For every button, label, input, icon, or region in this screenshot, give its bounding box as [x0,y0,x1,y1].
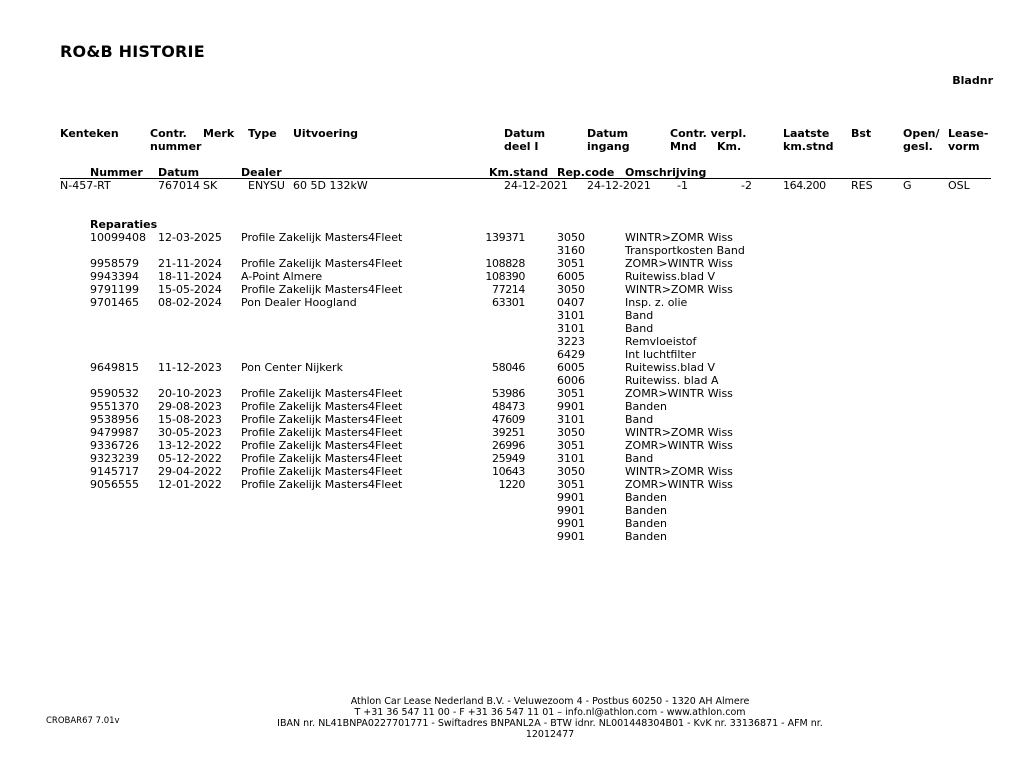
repair-nummer: 9551370 [90,400,139,413]
vehicle-laatste-km: 164.200 [783,179,826,192]
repair-nummer: 9701465 [90,296,139,309]
repair-datum: 21-11-2024 [158,257,222,270]
repair-km: 47609 [492,413,525,426]
repair-km: 58046 [492,361,525,374]
vehicle-lease-vorm: OSL [948,179,970,192]
col-mnd: Mnd [670,140,697,153]
vehicle-mnd: -1 [677,179,688,192]
repair-omschrijving: Ruitewiss.blad V [625,361,716,374]
repair-code: 3051 [557,387,585,400]
col2-rep-code: Rep.code [557,166,615,179]
repair-nummer: 9538956 [90,413,139,426]
repair-code: 3101 [557,413,585,426]
vehicle-km: -2 [741,179,752,192]
repair-dealer: Profile Zakelijk Masters4Fleet [241,231,403,244]
repair-dealer: Profile Zakelijk Masters4Fleet [241,387,403,400]
col-ingang: ingang [587,140,630,153]
repair-dealer: Profile Zakelijk Masters4Fleet [241,413,403,426]
repair-code: 3101 [557,309,585,322]
col-laatste: Laatste [783,127,830,140]
repair-omschrijving: Band [625,322,654,335]
repair-nummer: 9791199 [90,283,139,296]
col2-omschrijving: Omschrijving [625,166,707,179]
repair-nummer: 9479987 [90,426,139,439]
col2-nummer: Nummer [90,166,143,179]
repair-code: 3051 [557,257,585,270]
repair-nummer: 9590532 [90,387,139,400]
reparaties-heading: Reparaties [90,218,158,231]
repair-km: 10643 [492,465,525,478]
repair-datum: 12-01-2022 [158,478,222,491]
repair-code: 9901 [557,530,585,543]
repair-code: 3101 [557,322,585,335]
repair-datum: 30-05-2023 [158,426,222,439]
repair-dealer: Profile Zakelijk Masters4Fleet [241,465,403,478]
repair-nummer: 9336726 [90,439,139,452]
repair-datum: 29-04-2022 [158,465,222,478]
repair-code: 3050 [557,231,585,244]
col-deel-i: deel I [504,140,539,153]
repair-code: 9901 [557,517,585,530]
repair-omschrijving: Band [625,452,654,465]
repair-code: 6005 [557,361,585,374]
col-datum-ingang: Datum [587,127,629,140]
col-km-stnd: km.stnd [783,140,834,153]
repair-km: 108828 [485,257,525,270]
repair-nummer: 10099408 [90,231,146,244]
vehicle-type: ENYSU [248,179,285,192]
repair-km: 1220 [498,478,525,491]
repair-dealer: Pon Center Nijkerk [241,361,343,374]
repair-omschrijving: Ruitewiss.blad V [625,270,716,283]
repair-code: 9901 [557,504,585,517]
repair-code: 3223 [557,335,585,348]
repair-km: 48473 [492,400,525,413]
repair-datum: 29-08-2023 [158,400,222,413]
vehicle-datum-ingang: 24-12-2021 [587,179,651,192]
repair-km: 26996 [492,439,525,452]
footer-bank: IBAN nr. NL41BNPA0227701771 - Swiftadres BNPANL2A - BTW idnr. NL001448304B01 - KvK nr. 33136871 - AFM nr. 12012477 [277,718,823,740]
repair-dealer: Profile Zakelijk Masters4Fleet [241,400,403,413]
col-vorm: vorm [948,140,980,153]
repair-dealer: A-Point Almere [241,270,323,283]
repair-km: 39251 [492,426,525,439]
repair-omschrijving: Band [625,413,654,426]
repair-code: 3101 [557,452,585,465]
repair-code: 3050 [557,283,585,296]
repair-code: 9901 [557,400,585,413]
repair-omschrijving: Ruitewiss. blad A [625,374,719,387]
repair-datum: 18-11-2024 [158,270,222,283]
repair-omschrijving: Banden [625,504,667,517]
repair-omschrijving: Banden [625,517,667,530]
repair-dealer: Profile Zakelijk Masters4Fleet [241,452,403,465]
repair-datum: 08-02-2024 [158,296,222,309]
repair-code: 6006 [557,374,585,387]
repair-dealer: Profile Zakelijk Masters4Fleet [241,426,403,439]
repair-omschrijving: ZOMR>WINTR Wiss [625,387,733,400]
repair-code: 6429 [557,348,585,361]
col-type: Type [248,127,277,140]
repair-dealer: Profile Zakelijk Masters4Fleet [241,257,403,270]
repair-datum: 05-12-2022 [158,452,222,465]
vehicle-open-gesl: G [903,179,912,192]
col-open: Open/ [903,127,940,140]
repair-omschrijving: Band [625,309,654,322]
col-merk: Merk [203,127,235,140]
repair-km: 53986 [492,387,525,400]
vehicle-merk: SK [203,179,218,192]
repair-omschrijving: Insp. z. olie [625,296,688,309]
repair-dealer: Profile Zakelijk Masters4Fleet [241,439,403,452]
repair-nummer: 9145717 [90,465,139,478]
repair-omschrijving: Banden [625,530,667,543]
vehicle-uitvoering: 60 5D 132kW [293,179,368,192]
col-lease: Lease- [948,127,989,140]
repair-omschrijving: WINTR>ZOMR Wiss [625,231,733,244]
form-code: CROBAR67 7.01v [46,716,120,726]
repair-omschrijving: Int luchtfilter [625,348,696,361]
repair-omschrijving: Banden [625,400,667,413]
repair-dealer: Profile Zakelijk Masters4Fleet [241,283,403,296]
vehicle-contract: 767014 [158,179,200,192]
repair-code: 3051 [557,478,585,491]
repair-datum: 13-12-2022 [158,439,222,452]
vehicle-kenteken: N-457-RT [60,179,111,192]
repair-code: 3051 [557,439,585,452]
col-bst: Bst [851,127,872,140]
repair-omschrijving: ZOMR>WINTR Wiss [625,478,733,491]
col-contr-verpl: Contr. verpl. [670,127,747,140]
repair-km: 25949 [492,452,525,465]
repair-code: 0407 [557,296,585,309]
vehicle-datum-deel-i: 24-12-2021 [504,179,568,192]
col-uitvoering: Uitvoering [293,127,359,140]
repair-nummer: 9958579 [90,257,139,270]
repair-code: 3050 [557,426,585,439]
repair-datum: 15-05-2024 [158,283,222,296]
repair-datum: 11-12-2023 [158,361,222,374]
col-nummer: nummer [150,140,202,153]
repair-omschrijving: WINTR>ZOMR Wiss [625,426,733,439]
col2-datum: Datum [158,166,200,179]
repair-omschrijving: WINTR>ZOMR Wiss [625,465,733,478]
repair-km: 63301 [492,296,525,309]
repair-omschrijving: Banden [625,491,667,504]
col2-dealer: Dealer [241,166,282,179]
repair-nummer: 9649815 [90,361,139,374]
repair-omschrijving: Transportkosten Band [625,244,745,257]
repair-datum: 12-03-2025 [158,231,222,244]
col-gesl: gesl. [903,140,933,153]
repair-km: 77214 [492,283,525,296]
repair-omschrijving: ZOMR>WINTR Wiss [625,439,733,452]
bladnr-label: Bladnr [952,74,993,87]
repair-km: 139371 [485,231,525,244]
repair-code: 6005 [557,270,585,283]
repair-nummer: 9943394 [90,270,139,283]
repair-km: 108390 [485,270,525,283]
repair-datum: 20-10-2023 [158,387,222,400]
repair-dealer: Profile Zakelijk Masters4Fleet [241,478,403,491]
repair-omschrijving: ZOMR>WINTR Wiss [625,257,733,270]
col-kenteken: Kenteken [60,127,119,140]
repair-nummer: 9323239 [90,452,139,465]
vehicle-bst: RES [851,179,873,192]
repair-code: 9901 [557,491,585,504]
repair-datum: 15-08-2023 [158,413,222,426]
repair-code: 3050 [557,465,585,478]
col-contr: Contr. [150,127,187,140]
col-km: Km. [717,140,742,153]
repair-dealer: Pon Dealer Hoogland [241,296,357,309]
repair-nummer: 9056555 [90,478,139,491]
page-title: RO&B HISTORIE [60,42,205,61]
col-datum-deel: Datum [504,127,546,140]
repair-omschrijving: Remvloeistof [625,335,697,348]
repair-code: 3160 [557,244,585,257]
footer-address: Athlon Car Lease Nederland B.V. - Veluwezoom 4 - Postbus 60250 - 1320 AH Almere [350,696,750,707]
repair-omschrijving: WINTR>ZOMR Wiss [625,283,733,296]
footer-contact: T +31 36 547 11 00 - F +31 36 547 11 01 – info.nl@athlon.com - www.athlon.com [354,707,746,718]
col2-km-stand: Km.stand [489,166,549,179]
